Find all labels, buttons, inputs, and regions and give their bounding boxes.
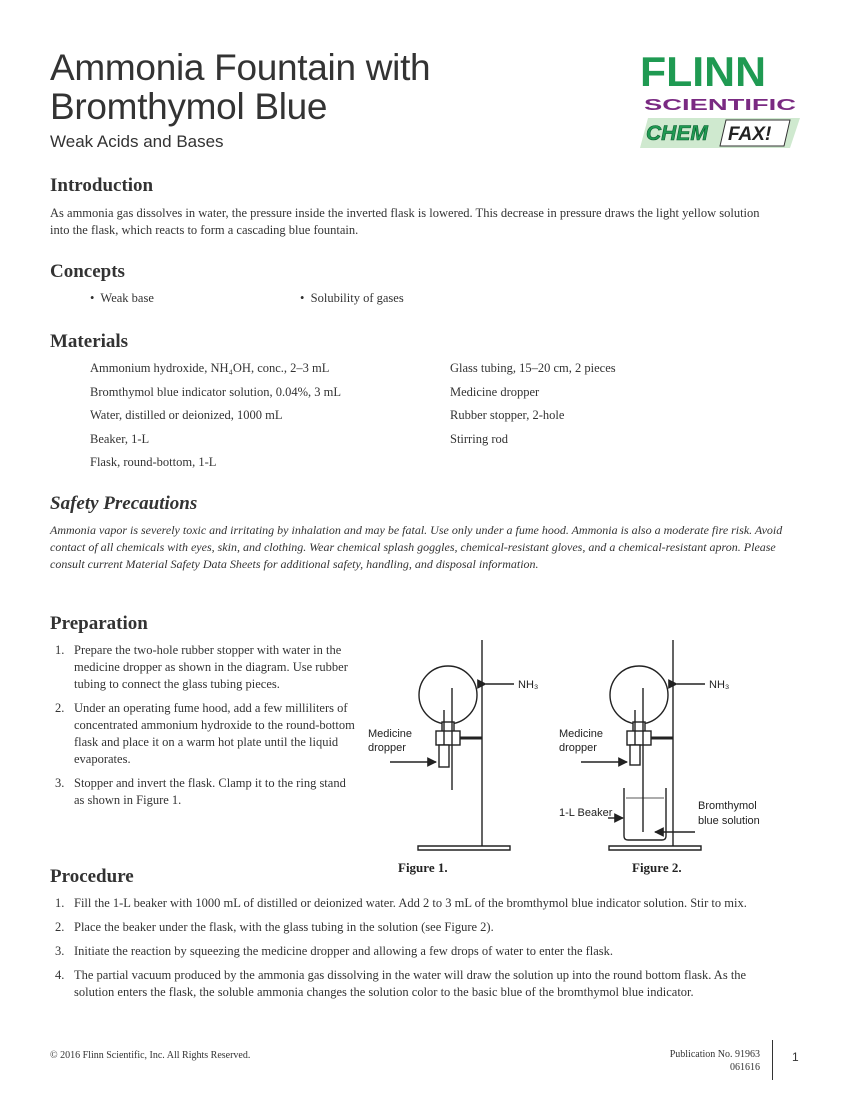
- material-item: Ammonium hydroxide, NH₄OH, conc., 2–3 mL: [90, 361, 330, 375]
- introduction-text: As ammonia gas dissolves in water, the pressure inside the inverted flask is lowered. This decrease in pressure draws the light yellow solution into the flask, which reacts to form a cascading blue fountain.: [50, 206, 760, 237]
- concept-item-label: Solubility of gases: [310, 291, 404, 305]
- publication-number: Publication No. 91963: [669, 1049, 760, 1060]
- publication-info: [600, 1048, 760, 1074]
- concept-item-label: Weak base: [100, 291, 154, 305]
- material-item: Flask, round-bottom, 1-L: [90, 455, 217, 469]
- list-item: [50, 943, 780, 960]
- dropper-label-line1: Medicine: [368, 728, 413, 740]
- material-item: Beaker, 1-L: [90, 431, 150, 446]
- ring-stand-base: [609, 846, 701, 850]
- logo-chem-text: CHEM: [646, 122, 708, 145]
- concept-item: • Weak base: [90, 291, 154, 305]
- round-bottom-flask: [419, 666, 477, 724]
- list-item: [50, 775, 355, 809]
- step-text: Stopper and invert the flask. Clamp it to the ring stand as shown in Figure 1.: [74, 776, 346, 807]
- medicine-dropper: [630, 745, 640, 765]
- step-text: Fill the 1-L beaker with 1000 mL of distilled or deionized water. Add 2 to 3 mL of the bromthymol blue indicator solution. Stir to mix.: [74, 896, 747, 910]
- list-item: [50, 919, 780, 936]
- flinn-logo-graphic: [640, 50, 800, 150]
- material-item: Stirring rod: [450, 431, 508, 446]
- materials-left-list: [90, 357, 341, 475]
- rubber-stopper: [436, 731, 460, 745]
- preparation-steps: [50, 642, 355, 816]
- step-number: 3.: [55, 944, 65, 958]
- material-item: Water, distilled or deionized, 1000 mL: [90, 408, 283, 422]
- page-subtitle: Weak Acids and Bases: [50, 132, 224, 151]
- step-text: Prepare the two-hole rubber stopper with water in the medicine dropper as shown in the diagram. Use rubber tubing to connect the glass tubing pieces.: [74, 643, 348, 691]
- publication-code: 061616: [730, 1062, 760, 1073]
- figure-1-caption: Figure 1.: [398, 860, 448, 875]
- procedure-steps: [50, 895, 780, 1008]
- step-text: The partial vacuum produced by the ammonia gas dissolving in the water will draw the solution up into the round bottom flask. As the solution enters the flask, the soluble ammonia changes the solution color to the basic blue of the bromthymol blue indicator.: [74, 968, 747, 999]
- introduction-heading: Introduction: [50, 175, 154, 196]
- materials-right-list: [450, 357, 616, 451]
- procedure-heading: Procedure: [50, 866, 134, 887]
- step-number: 1.: [55, 896, 65, 910]
- solution-label-line2: blue solution: [698, 815, 760, 827]
- list-item: [50, 967, 780, 1001]
- preparation-heading: Preparation: [50, 613, 148, 634]
- title-line-2: Bromthymol Blue: [50, 86, 328, 127]
- step-number: 2.: [55, 701, 65, 715]
- apparatus-figures: [360, 640, 780, 885]
- footer-divider: [772, 1040, 773, 1080]
- step-text: Place the beaker under the flask, with the glass tubing in the solution (see Figure 2).: [74, 920, 494, 934]
- copyright: © 2016 Flinn Scientific, Inc. All Rights Reserved.: [50, 1050, 251, 1061]
- material-item: Glass tubing, 15–20 cm, 2 pieces: [450, 361, 616, 375]
- list-item: [50, 642, 355, 693]
- logo-flinn-text: FLINN: [640, 50, 766, 95]
- safety-heading: Safety Precautions: [50, 493, 198, 514]
- dropper-label-line1: Medicine: [559, 728, 604, 740]
- round-bottom-flask: [610, 666, 668, 724]
- concept-item: • Solubility of gases: [300, 291, 404, 305]
- concepts-heading: Concepts: [50, 261, 125, 282]
- step-number: 4.: [55, 968, 65, 982]
- list-item: [50, 700, 355, 768]
- figure-1: [390, 640, 514, 850]
- nh3-label: NH₃: [518, 679, 539, 691]
- logo-scientific-text: SCIENTIFIC: [644, 97, 797, 114]
- rubber-stopper: [627, 731, 651, 745]
- page-title: [50, 48, 430, 126]
- dropper-label-line2: dropper: [559, 742, 597, 754]
- material-item: Rubber stopper, 2-hole: [450, 408, 565, 422]
- material-item: Bromthymol blue indicator solution, 0.04%, 3 mL: [90, 384, 342, 399]
- material-item: Medicine dropper: [450, 384, 540, 399]
- materials-heading: Materials: [50, 331, 129, 352]
- title-line-1: Ammonia Fountain with: [50, 47, 431, 88]
- nh3-label: NH₃: [709, 679, 730, 691]
- step-number: 3.: [55, 776, 65, 790]
- solution-label-line1: Bromthymol: [698, 800, 757, 812]
- ring-stand-base: [418, 846, 510, 850]
- page-number: 1: [792, 1050, 799, 1064]
- step-text: Initiate the reaction by squeezing the medicine dropper and allowing a few drops of water to enter the flask.: [74, 944, 614, 958]
- apparatus-diagram: [360, 640, 780, 880]
- logo-fax-text: FAX!: [728, 124, 772, 145]
- step-number: 2.: [55, 920, 65, 934]
- safety-text: Ammonia vapor is severely toxic and irritating by inhalation and may be fatal. Use only under a fume hood. Ammonia is also a moderate fire risk. Avoid contact of all chemicals with eyes, skin, and clothing. Wear chemical splash goggles, chemical-resistant gloves, and a chemical-resistant apron. Please consult current Material Safety Data Sheets for additional safety, handling, and disposal information.: [50, 523, 783, 571]
- beaker-label: 1-L Beaker: [559, 807, 613, 819]
- figure-2-caption: Figure 2.: [632, 860, 682, 875]
- step-text: Under an operating fume hood, add a few milliliters of concentrated ammonium hydroxide to the round-bottom flask and place it on a warm hot plate until the liquid evaporates.: [74, 701, 355, 766]
- list-item: [50, 895, 780, 912]
- figure-2-labels: [559, 679, 760, 827]
- step-number: 1.: [55, 643, 65, 657]
- dropper-label-line2: dropper: [368, 742, 406, 754]
- flinn-logo: [640, 50, 800, 150]
- medicine-dropper: [439, 745, 449, 767]
